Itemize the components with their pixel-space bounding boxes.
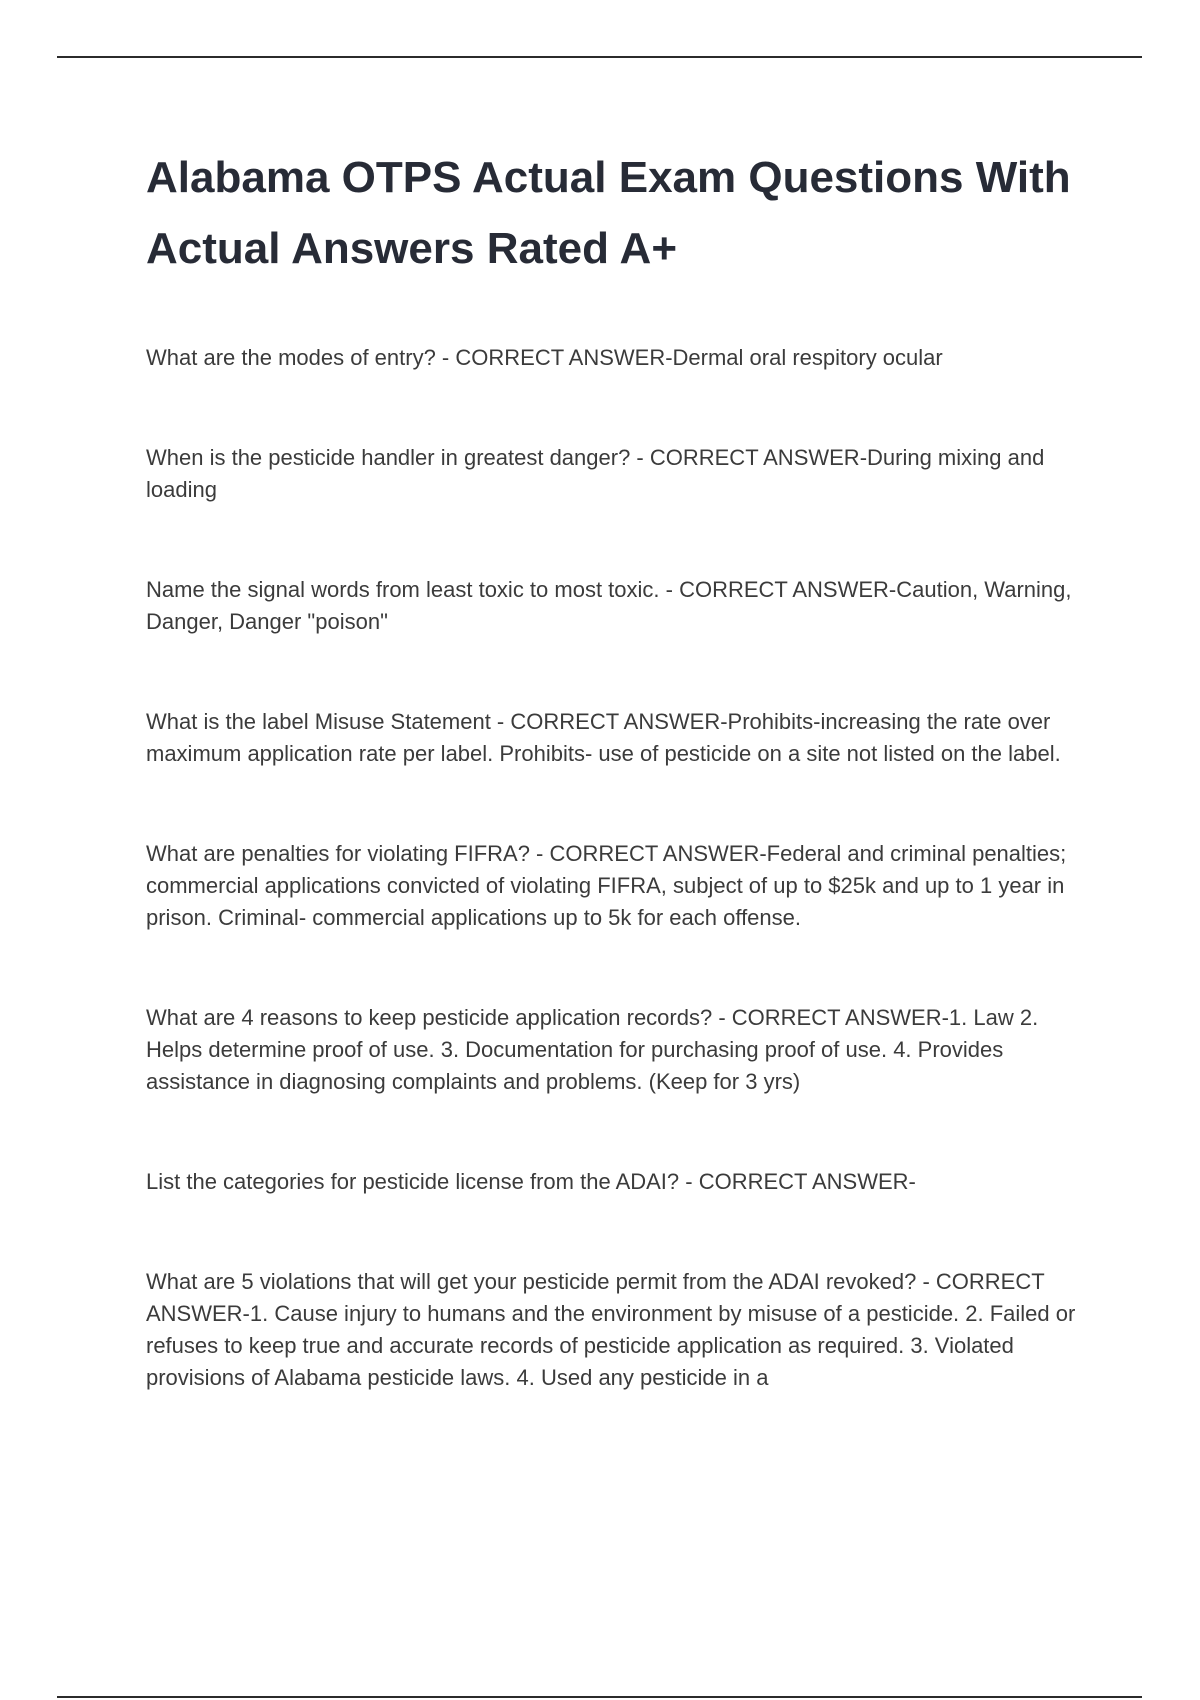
document-title: Alabama OTPS Actual Exam Questions With Actual Answers Rated A+ <box>146 153 1071 273</box>
qa-item: What are the modes of entry? - CORRECT ANSWER-Dermal oral respitory ocular <box>146 345 943 370</box>
qa-item: List the categories for pesticide license from the ADAI? - CORRECT ANSWER- <box>146 1169 916 1194</box>
top-divider <box>57 56 1142 58</box>
question-answer-list <box>146 342 1096 1394</box>
qa-item: When is the pesticide handler in greatest danger? - CORRECT ANSWER-During mixing and loading <box>146 445 1045 502</box>
qa-item: What are 4 reasons to keep pesticide application records? - CORRECT ANSWER-1. Law 2. Helps determine proof of use. 3. Documentation for purchasing proof of use. 4. Provides assistance in diagnosing complaints and problems. (Keep for 3 yrs) <box>146 1005 1039 1094</box>
bottom-divider <box>57 1696 1142 1698</box>
qa-item: What are 5 violations that will get your pesticide permit from the ADAI revoked? - CORRECT ANSWER-1. Cause injury to humans and the environment by misuse of a pesticide. 2. Failed or refuses to keep true and accurate records of pesticide application as required. 3. Violated provisions of Alabama pesticide laws. 4. Used any pesticide in a <box>146 1269 1076 1390</box>
qa-item: Name the signal words from least toxic to most toxic. - CORRECT ANSWER-Caution, Warning, Danger, Danger "poison" <box>146 577 1072 634</box>
document-body <box>146 142 1096 1462</box>
qa-item: What is the label Misuse Statement - CORRECT ANSWER-Prohibits-increasing the rate over maximum application rate per label. Prohibits- use of pesticide on a site not listed on the label. <box>146 709 1061 766</box>
qa-item: What are penalties for violating FIFRA? - CORRECT ANSWER-Federal and criminal penalties; commercial applications convicted of violating FIFRA, subject of up to $25k and up to 1 year in prison. Criminal- commercial applications up to 5k for each offense. <box>146 841 1067 930</box>
